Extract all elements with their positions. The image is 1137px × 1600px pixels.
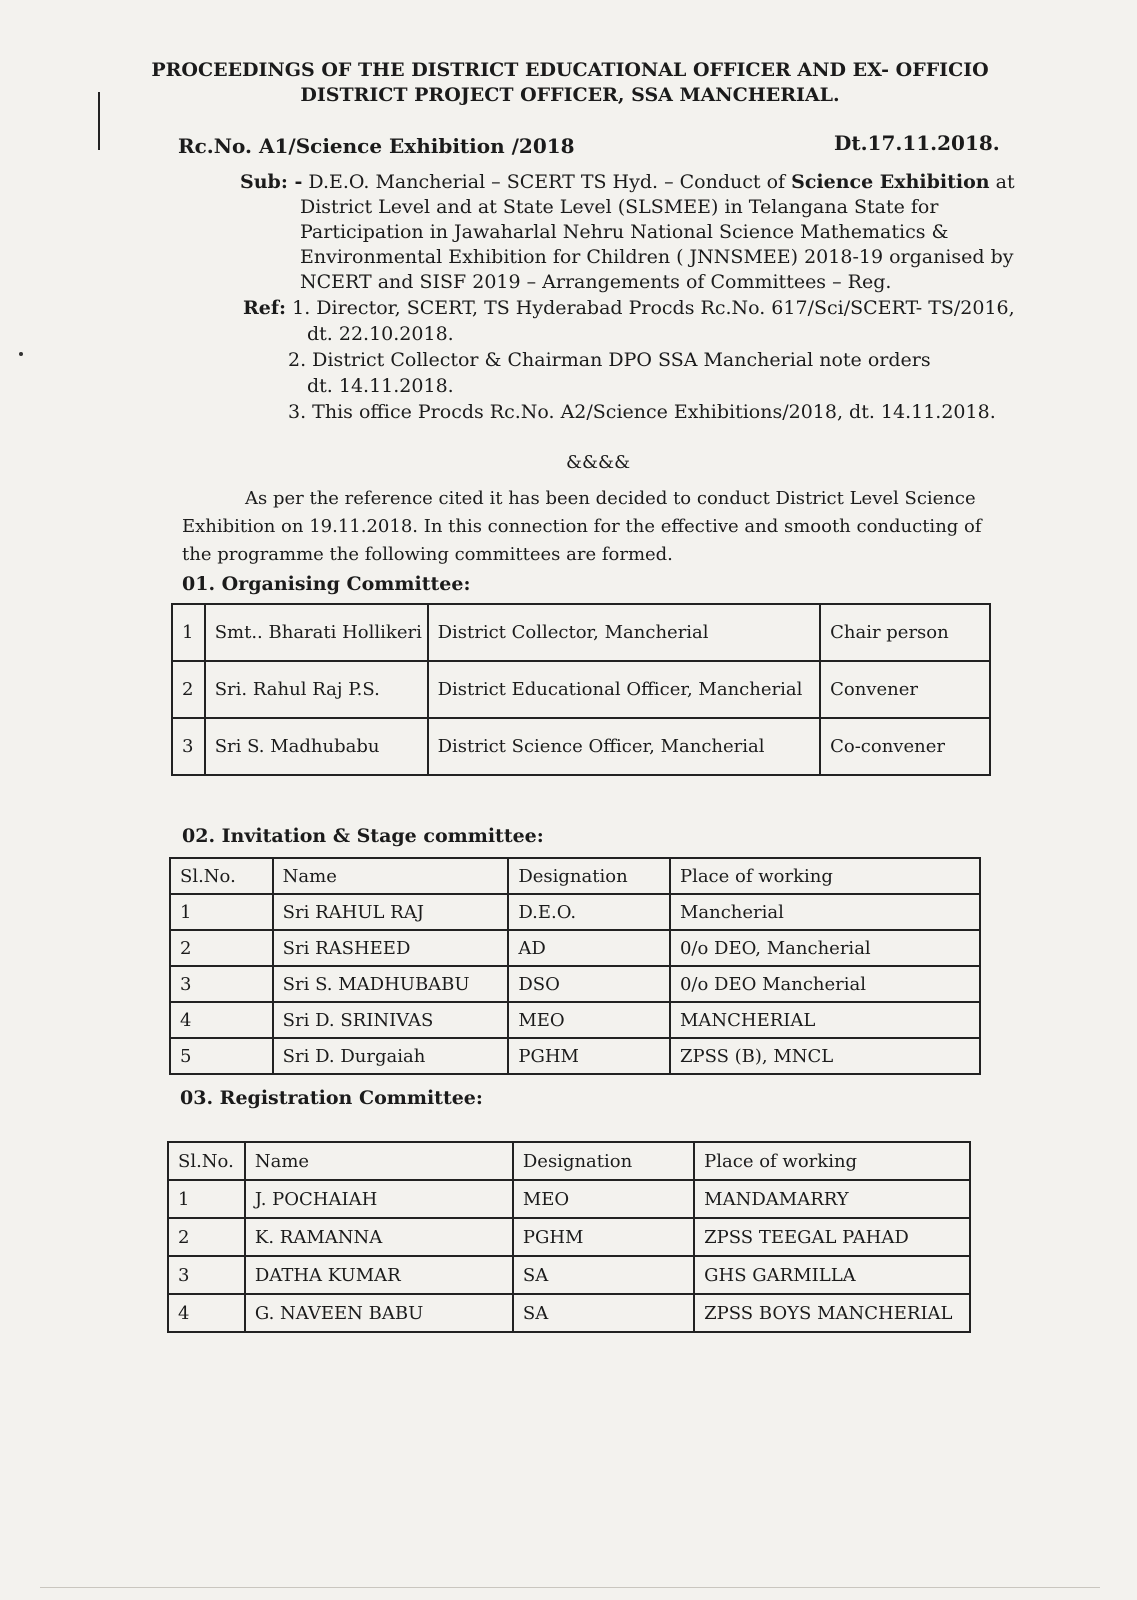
column-header: Sl.No.	[168, 1142, 245, 1180]
subject-line-3: Participation in Jawaharlal Nehru National Science Mathematics &	[300, 221, 949, 243]
place-of-working: 0/o DEO Mancherial	[670, 966, 980, 1002]
member-name: K. RAMANNA	[245, 1218, 513, 1256]
member-designation: PGHM	[508, 1038, 670, 1074]
subject-highlight: Science Exhibition	[791, 171, 990, 193]
reference-3: 3. This office Procds Rc.No. A2/Science Exhibitions/2018, dt. 14.11.2018.	[288, 401, 996, 423]
document-date: Dt.17.11.2018.	[834, 131, 1000, 155]
member-name: Sri RASHEED	[273, 930, 509, 966]
sl-no: 1	[170, 894, 273, 930]
member-designation: District Science Officer, Mancherial	[428, 718, 821, 775]
invitation-committee-table	[169, 857, 981, 1075]
member-designation: SA	[513, 1294, 694, 1332]
place-of-working: ZPSS TEEGAL PAHAD	[694, 1218, 970, 1256]
place-of-working: 0/o DEO, Mancherial	[670, 930, 980, 966]
table-row	[170, 1038, 980, 1074]
member-designation: MEO	[513, 1180, 694, 1218]
table-row	[168, 1256, 970, 1294]
place-of-working: GHS GARMILLA	[694, 1256, 970, 1294]
reference-label: Ref:	[243, 297, 287, 319]
member-name: Smt.. Bharati Hollikeri	[205, 604, 428, 661]
reference-1-text: 1. Director, SCERT, TS Hyderabad Procds Rc.No. 617/Sci/SCERT- TS/2016,	[292, 297, 1015, 319]
page-edge-line	[40, 1587, 1100, 1588]
reference-1-date: dt. 22.10.2018.	[307, 323, 454, 345]
column-header: Place of working	[670, 858, 980, 894]
sl-no: 3	[168, 1256, 245, 1294]
sl-no: 3	[170, 966, 273, 1002]
member-name: DATHA KUMAR	[245, 1256, 513, 1294]
place-of-working: ZPSS BOYS MANCHERIAL	[694, 1294, 970, 1332]
margin-dot	[19, 352, 23, 356]
subject-line-2: District Level and at State Level (SLSMEE) in Telangana State for	[300, 196, 939, 218]
member-role: Co-convener	[820, 718, 990, 775]
column-header: Name	[245, 1142, 513, 1180]
place-of-working: ZPSS (B), MNCL	[670, 1038, 980, 1074]
table-row	[170, 966, 980, 1002]
member-name: Sri. Rahul Raj P.S.	[205, 661, 428, 718]
member-name: G. NAVEEN BABU	[245, 1294, 513, 1332]
organising-committee-table	[171, 603, 991, 776]
place-of-working: MANCHERIAL	[670, 1002, 980, 1038]
subject-text-end: at	[995, 171, 1015, 193]
separator: &&&&	[566, 452, 631, 473]
sl-no: 2	[170, 930, 273, 966]
column-header: Designation	[508, 858, 670, 894]
sl-no: 4	[170, 1002, 273, 1038]
registration-heading: 03. Registration Committee:	[180, 1087, 483, 1109]
table-row	[168, 1294, 970, 1332]
member-designation: MEO	[508, 1002, 670, 1038]
member-designation: District Collector, Mancherial	[428, 604, 821, 661]
member-designation: PGHM	[513, 1218, 694, 1256]
table-row	[170, 1002, 980, 1038]
column-header: Designation	[513, 1142, 694, 1180]
place-of-working: MANDAMARRY	[694, 1180, 970, 1218]
sl-no: 1	[172, 604, 205, 661]
body-line-3: the programme the following committees are formed.	[182, 544, 673, 565]
member-role: Chair person	[820, 604, 990, 661]
member-name: Sri D. SRINIVAS	[273, 1002, 509, 1038]
member-name: Sri S. Madhubabu	[205, 718, 428, 775]
title-line-2: DISTRICT PROJECT OFFICER, SSA MANCHERIAL.	[300, 84, 840, 106]
subject-line-1	[240, 170, 1015, 195]
member-name: Sri S. MADHUBABU	[273, 966, 509, 1002]
table-row	[172, 661, 990, 718]
column-header: Place of working	[694, 1142, 970, 1180]
table-row	[168, 1180, 970, 1218]
table-row	[172, 604, 990, 661]
table-header-row	[170, 858, 980, 894]
member-designation: District Educational Officer, Mancherial	[428, 661, 821, 718]
table-row	[172, 718, 990, 775]
sl-no: 1	[168, 1180, 245, 1218]
member-designation: DSO	[508, 966, 670, 1002]
sl-no: 4	[168, 1294, 245, 1332]
member-role: Convener	[820, 661, 990, 718]
title-line-1: PROCEEDINGS OF THE DISTRICT EDUCATIONAL OFFICER AND EX- OFFICIO	[151, 59, 989, 81]
member-name: Sri D. Durgaiah	[273, 1038, 509, 1074]
member-name: J. POCHAIAH	[245, 1180, 513, 1218]
member-designation: AD	[508, 930, 670, 966]
table-row	[168, 1218, 970, 1256]
subject-line-4: Environmental Exhibition for Children ( JNNSMEE) 2018-19 organised by	[300, 246, 1014, 268]
registration-committee-table	[167, 1141, 971, 1333]
page-title	[150, 58, 990, 108]
sl-no: 2	[172, 661, 205, 718]
body-line-1: As per the reference cited it has been decided to conduct District Level Science	[245, 488, 976, 509]
subject-text: D.E.O. Mancherial – SCERT TS Hyd. – Conduct of	[308, 171, 786, 193]
member-designation: SA	[513, 1256, 694, 1294]
column-header: Name	[273, 858, 509, 894]
reference-1	[243, 296, 1015, 321]
table-row	[170, 894, 980, 930]
sl-no: 5	[170, 1038, 273, 1074]
invitation-heading: 02. Invitation & Stage committee:	[182, 825, 544, 847]
reference-2-date: dt. 14.11.2018.	[307, 375, 454, 397]
sl-no: 3	[172, 718, 205, 775]
table-row	[170, 930, 980, 966]
subject-label: Sub: -	[240, 171, 303, 193]
body-line-2: Exhibition on 19.11.2018. In this connection for the effective and smooth conducting of	[182, 516, 982, 537]
member-name: Sri RAHUL RAJ	[273, 894, 509, 930]
reference-2: 2. District Collector & Chairman DPO SSA Mancherial note orders	[288, 349, 931, 371]
table-header-row	[168, 1142, 970, 1180]
reference-number: Rc.No. A1/Science Exhibition /2018	[178, 134, 575, 158]
margin-mark	[98, 92, 100, 150]
place-of-working: Mancherial	[670, 894, 980, 930]
sl-no: 2	[168, 1218, 245, 1256]
column-header: Sl.No.	[170, 858, 273, 894]
subject-line-5: NCERT and SISF 2019 – Arrangements of Committees – Reg.	[300, 271, 892, 293]
member-designation: D.E.O.	[508, 894, 670, 930]
organising-heading: 01. Organising Committee:	[182, 573, 471, 595]
